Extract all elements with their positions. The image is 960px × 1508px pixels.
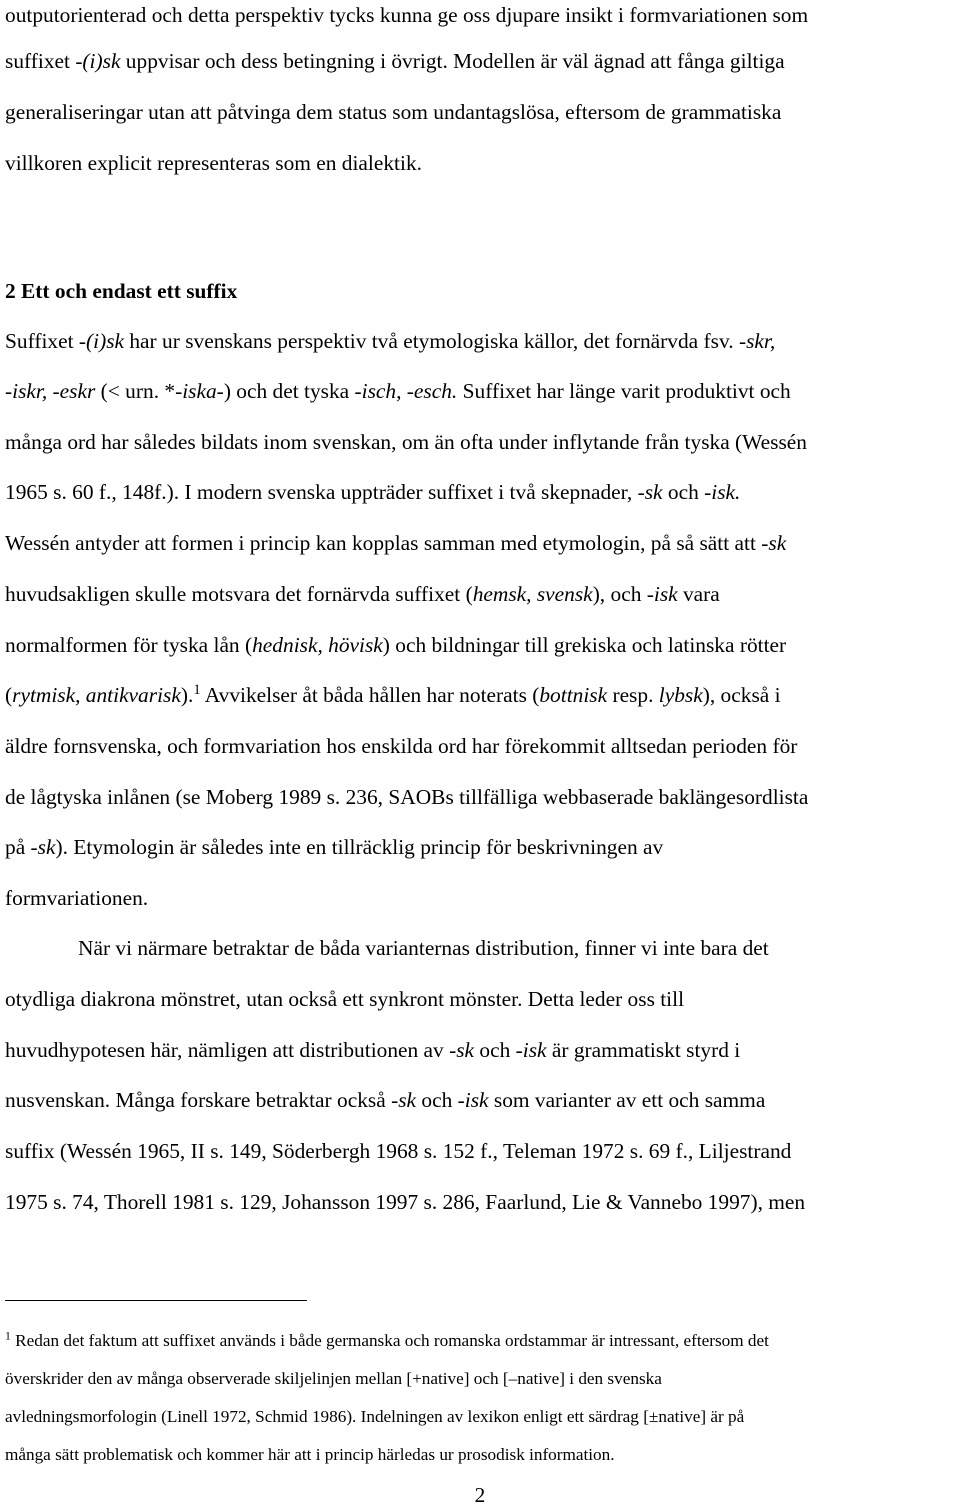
text-run: 1975 s. 74, Thorell 1981 s. 129, Johansson 1997 s. 286, Faarlund, Lie & Vannebo 1997), men	[5, 1190, 806, 1214]
italic-term: -isk	[646, 582, 678, 606]
text-run: (< urn. *	[95, 379, 176, 403]
text-run: villkoren explicit representeras som en dialektik.	[5, 151, 422, 175]
text-run: Wessén antyder att formen i princip kan kopplas samman med etymologin, på så sätt att	[5, 531, 762, 555]
text-run: ), också i	[702, 683, 781, 707]
text-run: huvudsakligen skulle motsvara det fornärvda suffixet (	[5, 582, 473, 606]
text-run: 1965 s. 60 f., 148f.). I modern svenska uppträder suffixet i två skepnader,	[5, 480, 638, 504]
text-run: När vi närmare betraktar de båda varianternas distribution, finner vi inte bara det	[78, 936, 769, 960]
body-line	[5, 427, 807, 457]
text-run: som varianter av ett och samma	[488, 1088, 766, 1112]
italic-term: hemsk, svensk	[472, 582, 593, 606]
body-line	[5, 883, 148, 913]
italic-term: rytmisk, antikvarisk	[12, 683, 181, 707]
body-line	[5, 630, 786, 660]
body-line	[78, 933, 769, 963]
text-run: äldre fornsvenska, och formvariation hos enskilda ord har förekommit alltsedan perioden för	[5, 734, 798, 758]
text-run: Suffixet	[5, 329, 79, 353]
body-line	[5, 477, 740, 507]
text-run: otydliga diakrona mönstret, utan också ett synkront mönster. Detta leder oss till	[5, 987, 685, 1011]
text-run: är grammatiskt styrd i	[546, 1038, 741, 1062]
italic-term: hednisk, hövisk	[252, 633, 383, 657]
italic-term: -isk	[457, 1088, 489, 1112]
text-run: och	[416, 1088, 458, 1112]
italic-term: lybsk	[658, 683, 703, 707]
footnote-line	[5, 1367, 662, 1391]
footnote-line	[5, 1405, 744, 1429]
text-run: Suffixet har länge varit produktivt och	[457, 379, 791, 403]
text-run: outputorienterad och detta perspektiv tycks kunna ge oss djupare insikt i formvariationen som	[5, 3, 809, 27]
body-line	[5, 782, 808, 812]
text-run: har ur svenskans perspektiv två etymologiska källor, det fornärvda fsv.	[124, 329, 739, 353]
italic-term: -sk	[761, 531, 787, 555]
body-line	[5, 1136, 791, 1166]
text-run: Redan det faktum att suffixet används i både germanska och romanska ordstammar är intressant, eftersom det	[10, 1331, 769, 1350]
italic-term: -sk	[637, 480, 663, 504]
body-line	[5, 984, 684, 1014]
italic-term: -isk.	[704, 480, 741, 504]
italic-term: bottnisk	[539, 683, 608, 707]
body-line	[5, 97, 781, 127]
text-run: suffixet	[5, 49, 76, 73]
italic-term: -(i)sk	[75, 49, 121, 73]
body-line	[5, 0, 808, 30]
text-run: suffix (Wessén 1965, II s. 149, Söderbergh 1968 s. 152 f., Teleman 1972 s. 69 f., Liljestrand	[5, 1139, 792, 1163]
italic-term: -iskr, -eskr	[5, 379, 96, 403]
footnote-line	[5, 1443, 615, 1467]
text-run: vara	[677, 582, 720, 606]
page-number: 2	[474, 1483, 486, 1507]
body-line	[5, 528, 786, 558]
text-run: generaliseringar utan att påtvinga dem status som undantagslösa, eftersom de grammatiska	[5, 100, 782, 124]
body-line	[5, 1187, 805, 1217]
text-run: normalformen för tyska lån (	[5, 633, 253, 657]
text-run: ).	[180, 683, 194, 707]
text-run: de lågtyska inlånen (se Moberg 1989 s. 236, SAOBs tillfälliga webbaserade baklängesordlista	[5, 785, 809, 809]
body-line	[5, 731, 797, 761]
italic-term: -sk	[449, 1038, 475, 1062]
body-line	[5, 46, 785, 76]
text-run: ) och det tyska	[223, 379, 355, 403]
body-line	[5, 579, 720, 609]
body-line	[5, 680, 781, 710]
text-run: nusvenskan. Många forskare betraktar också	[5, 1088, 392, 1112]
italic-term: -(i)sk	[78, 329, 125, 353]
text-run: uppvisar och dess betingning i övrigt. Modellen är väl ägnad att fånga giltiga	[120, 49, 785, 73]
body-line	[5, 832, 663, 862]
body-line	[5, 1085, 765, 1115]
text-run: överskrider den av många observerade skiljelinjen mellan [+native] och [–native] i den svenska	[5, 1369, 662, 1388]
italic-term: -iska-	[175, 379, 224, 403]
text-run: avledningsmorfologin (Linell 1972, Schmid 1986). Indelningen av lexikon enligt ett särdrag [±native] är på	[5, 1407, 745, 1426]
italic-term: -sk	[30, 835, 56, 859]
body-line	[5, 1035, 740, 1065]
body-line	[5, 376, 791, 406]
text-run: och	[662, 480, 705, 504]
text-run: formvariationen.	[5, 886, 149, 910]
italic-term: -sk	[391, 1088, 417, 1112]
italic-term: -skr,	[738, 329, 776, 353]
text-run: många sätt problematisk och kommer här att i princip härledas ur prosodisk information.	[5, 1445, 615, 1464]
text-run: Avvikelser åt båda hållen har noterats (	[200, 683, 540, 707]
footnote-separator	[5, 1300, 307, 1301]
footnote-marker: 1	[193, 682, 201, 698]
italic-term: -isch, -esch.	[354, 379, 458, 403]
text-run: huvudhypotesen här, nämligen att distributionen av	[5, 1038, 450, 1062]
text-run: ), och	[592, 582, 647, 606]
body-line	[5, 326, 775, 356]
text-run: ) och bildningar till grekiska och latinska rötter	[382, 633, 787, 657]
text-run: (	[5, 683, 13, 707]
footnote-marker: 1	[5, 1329, 11, 1343]
section-heading: 2 Ett och endast ett suffix	[5, 279, 238, 303]
text-run: ). Etymologin är således inte en tillräcklig princip för beskrivningen av	[55, 835, 664, 859]
body-line	[5, 148, 422, 178]
text-run: resp.	[607, 683, 659, 707]
text-run: på	[5, 835, 31, 859]
italic-term: -isk	[515, 1038, 547, 1062]
text-run: och	[474, 1038, 516, 1062]
text-run: många ord har således bildats inom svenskan, om än ofta under inflytande från tyska (Wessén	[5, 430, 807, 454]
footnote-line	[5, 1329, 769, 1353]
